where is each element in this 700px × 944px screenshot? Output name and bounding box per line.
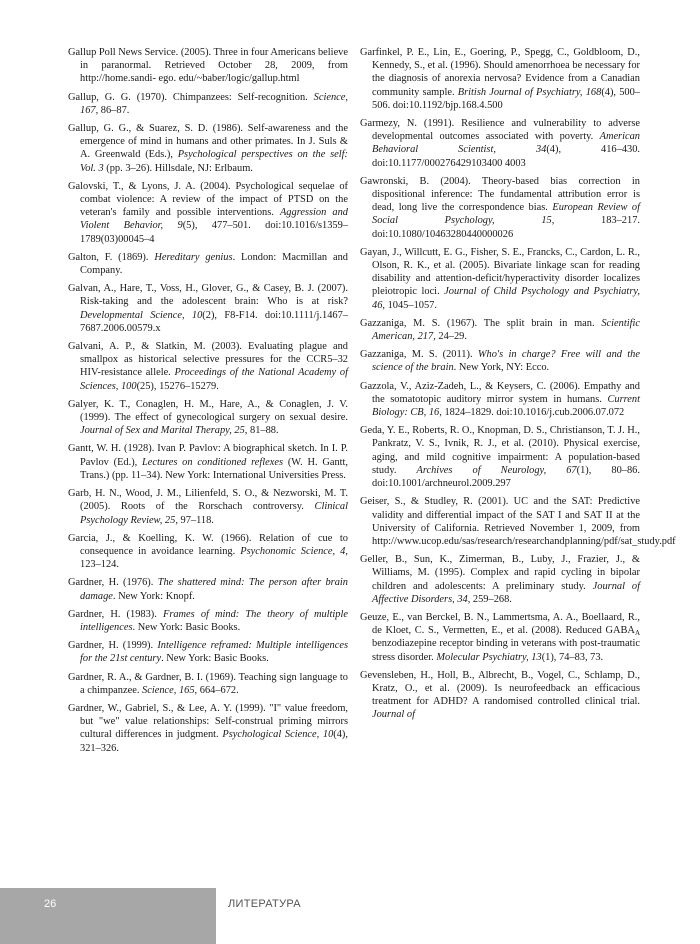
reference-column-right [360,46,676,727]
reference-segment: Garmezy, N. (1991). Resilience and vulnerability to adverse developmental outcomes associated with poverty. [360,118,640,143]
reference-italic-segment: Developmental Science, 10 [80,309,203,321]
reference-segment: Gevensleben, H., Holl, B., Albrecht, B., Vogel, C., Schlamp, D., Kratz, O., et al. (2009). Is neurofeedback an efficacious treatment for ADHD? A randomised controlled clinical trial. [360,669,640,708]
reference-segment: Gallup Poll News Service. (2005). Three in four Americans believe in paranormal. Retrieved October 28, 2009, from http://home.sandi- ego. edu/~baber/logic/gallup.html [68,47,348,85]
reference-italic-segment: Journal of Sex and Marital Therapy, 25 [80,425,245,437]
reference-segment: Garcia, J., & Koelling, K. W. (1966). Relation of cue to consequence in avoidance learning. [68,532,348,557]
reference-entry [360,611,640,664]
reference-entry [68,576,348,602]
reference-italic-segment: Hereditary genius [154,251,233,263]
reference-segment: (1), 80–86. doi:10.1001/archneurol.2009.297 [372,464,640,490]
reference-segment: Gardner, H. (1999). [68,640,158,652]
reference-italic-segment: Science, 167 [80,91,348,116]
reference-italic-segment: Lectures on conditioned reflexes [142,456,284,468]
reference-segment: Gazzaniga, M. S. (1967). The split brain in man. [360,317,602,329]
reference-segment: Galton, F. (1869). [68,251,155,263]
reference-italic-segment: Clinical Psychology Review, 25 [80,501,348,526]
reference-entry [68,180,348,246]
reference-segment: Gazzola, V., Aziz-Zadeh, L., & Keysers, C. (2006). Empathy and the somatotopic auditory mirror system in humans. [360,380,640,405]
reference-entry [68,702,348,755]
reference-segment: . London: Macmillan and Company. [80,251,349,277]
reference-italic-segment: Psychological Science, 10 [222,729,334,741]
reference-italic-segment: Current Biology: CB, 16 [372,393,640,419]
reference-entry [68,122,348,175]
reference-italic-segment: Science, 165 [142,684,195,696]
reference-entry [68,671,348,697]
reference-entry [360,669,640,722]
reference-entry [360,348,640,374]
reference-segment: Galvani, A. P., & Slatkin, M. (2003). Evaluating plague and smallpox as historical selective pressures for the CCR5–32 HIV-resistance allele. [68,341,348,379]
reference-segment: (2), F8-F14. doi:10.1111/j.1467–7687.2006.00579.x [80,309,349,334]
reference-segment: Garb, H. N., Wood, J. M., Lilienfeld, S. O., & Nezworski, M. T. (2005). Roots of the Rorschach controversy. [68,488,348,513]
reference-italic-segment: American Behavioral Scientist, 34 [372,131,640,156]
reference-segment: Gallup, G. G. (1970). Chimpanzees: Self-recognition. [68,91,314,103]
reference-italic-segment: Journal of [372,709,416,721]
section-label: ЛИТЕРАТУРА [228,898,301,910]
reference-italic-segment: Molecular Psychiatry, 13 [436,651,542,663]
reference-entry [360,246,640,312]
reference-segment: . New York: Basic Books. [161,653,269,665]
reference-entry [360,46,640,112]
reference-segment: Gardner, H. (1976). [68,577,158,589]
reference-italic-segment: Psychonomic Science, 4 [240,545,346,557]
reference-entry [68,398,348,438]
reference-segment: , 664–672. [194,684,239,696]
reference-segment: Geda, Y. E., Roberts, R. O., Knopman, D. S., Christianson, T. J. H., Pankratz, V. S., Ivnik, R. J., et al. (2010). Physical exercise, aging, and mild cognitive impairment: A population-based study. [360,425,640,476]
reference-segment: (25), 15276–15279. [136,380,219,392]
reference-italic-segment: Intelligence reframed: Multiple intelligences for the 21st century [80,640,348,665]
reference-segment: (4), 416–430. doi:10.1177/000276429103400 4003 [372,144,641,169]
reference-segment: . New York: Basic Books. [132,621,241,633]
reference-segment: Garfinkel, P. E., Lin, E., Goering, P., Spegg, C., Goldbloom, D., Kennedy, S., et al. (1996). Should amenorrhoea be necessary for the diagnosis of anorexia nervosa? Evidence from a Canadian community sample. [360,47,640,98]
reference-segment: , 81–88. [244,425,279,437]
reference-segment: Gantt, W. H. (1928). Ivan P. Pavlov: A biographical sketch. In I. P. Pavlov (Ed.), [68,443,348,468]
reference-segment: Gallup, G. G., & Suarez, S. D. (1986). Self-awareness and the emergence of mind in humans and other primates. In J. Suls & A. Greenwald (Eds.), [68,123,348,161]
reference-entry [360,553,640,606]
reference-italic-segment: Journal of Affective Disorders, 34 [372,580,640,605]
reference-segment: (5), 477–501. doi:10.1016/s1359–1789(03)00045–4 [80,220,348,245]
reference-entry [68,442,348,482]
reference-italic-segment: British Journal of Psychiatry, 168 [457,86,602,98]
reference-segment: Gazzaniga, M. S. (2011). [360,349,478,361]
page-footer [0,888,700,944]
reference-italic-segment: Archives of Neurology, 67 [416,464,577,476]
reference-segment: Galvan, A., Hare, T., Voss, H., Glover, G., & Casey, B. J. (2007). Risk-taking and the adolescent brain: Who is at risk? [68,283,348,308]
reference-segment: , 1824–1829. doi:10.1016/j.cub.2006.07.072 [439,407,625,419]
reference-segment: , 97–118. [175,514,214,526]
reference-segment: . New York, NY: Ecco. [453,362,550,374]
reference-segment: (W. H. Gantt, Trans.) (pp. 11–34). New York: International Universities Press. [80,456,349,481]
reference-subscript: A [634,629,640,638]
reference-segment: Gawronski, B. (2004). Theory-based bias correction in dispositional inference: The fundamental attribution error is dead, long live the correspondence bias. [360,175,640,214]
reference-segment: . New York: Knopf. [112,590,195,602]
reference-segment: , 24–29. [433,331,467,343]
reference-segment: Geiser, S., & Studley, R. (2001). UC and the SAT: Predictive validity and differential impact of the SAT I and SAT II at the University of California. Retrieved November 1, 2009, from http://www.ucop.edu/sas/research/researchandplanning/pdf/sat_study.pdf [360,496,676,547]
reference-italic-segment: Journal of Child Psychology and Psychiatry, 46 [372,286,640,311]
reference-entry [68,91,348,117]
reference-column-left [68,46,348,760]
reference-segment: (1), 74–83, 73. [541,651,604,663]
page-number: 26 [44,898,57,910]
reference-segment: , 1045–1057. [382,299,437,311]
reference-entry [68,487,348,527]
reference-segment: Galyer, K. T., Conaglen, H. M., Hare, A., & Conaglen, J. V. (1999). The effect of gynecological surgery on sexual desire. [68,398,348,424]
reference-italic-segment: Frames of mind: The theory of multiple intelligences [80,608,348,633]
reference-segment: Gardner, R. A., & Gardner, B. I. (1969). Teaching sign language to a chimpanzee. [68,671,348,696]
reference-entry [68,251,348,277]
reference-italic-segment: Proceedings of the National Academy of Sciences, 100 [80,367,348,392]
reference-segment: Geuze, E., van Berckel, B. N., Lammertsma, A. A., Boellaard, R., de Kloet, C. S., Vermetten, E., et al. (2008). Reduced GABA [360,611,640,637]
reference-segment: , 86–87. [95,104,130,116]
reference-segment: , 259–268. [467,593,512,605]
reference-italic-segment: Scientific American, 217 [372,317,640,343]
reference-segment: Galovski, T., & Lyons, J. A. (2004). Psychological sequelae of combat violence: A review of the impact of PTSD on the veteran's family and possible interventions. [68,180,348,219]
reference-segment: (4), 500–506. doi:10.1192/bjp.168.4.500 [372,86,641,111]
reference-entry [68,282,348,335]
reference-segment: (4), 321–326. [80,729,348,754]
reference-entry [360,380,640,420]
reference-segment: Gardner, W., Gabriel, S., & Lee, A. Y. (1999). "I" value freedom, but "we" value relationships: Self-construal priming mirrors cultural differences in judgment. [68,702,348,741]
reference-entry [360,175,640,241]
reference-entry [68,340,348,393]
reference-italic-segment: The shattered mind: The person after brain damage [80,577,348,602]
reference-segment: benzodiazepine receptor binding in veterans with post-traumatic stress disorder. [372,638,640,663]
reference-segment: , 183–217. doi:10.1080/10463280440000026 [372,215,640,240]
reference-italic-segment: Who's in charge? Free will and the science of the brain [372,349,640,374]
reference-entry [360,117,640,170]
reference-segment: Gardner, H. (1983). [68,608,163,620]
reference-segment: , 123–124. [80,545,348,571]
footer-band [0,888,216,944]
reference-italic-segment: Aggression and Violent Behavior, 9 [80,207,348,232]
reference-entry [68,608,348,634]
reference-segment: (pp. 3–26). Hillsdale, NJ: Erlbaum. [103,162,253,174]
reference-entry [68,46,348,86]
reference-segment: Geller, B., Sun, K., Zimerman, B., Luby, J., Frazier, J., & Williams, M. (1995). Complex and rapid cycling in bipolar children and adolescents: A preliminary study. [360,554,640,592]
reference-italic-segment: European Review of Social Psychology, 15 [372,202,641,227]
reference-italic-segment: Psychological perspectives on the self: Vol. 3 [80,149,348,174]
reference-entry [360,317,640,343]
reference-segment: Gayan, J., Willcutt, E. G., Fisher, S. E., Francks, C., Cardon, L. R., Olson, R. K., et al. (2005). Bivariate linkage scan for reading disability and attention-deficit/hyperactivity disorder localizes pleiotropic loci. [360,246,640,298]
reference-entry [360,424,640,490]
reference-entry [68,532,348,572]
reference-entry [360,495,676,548]
reference-entry [68,639,348,665]
